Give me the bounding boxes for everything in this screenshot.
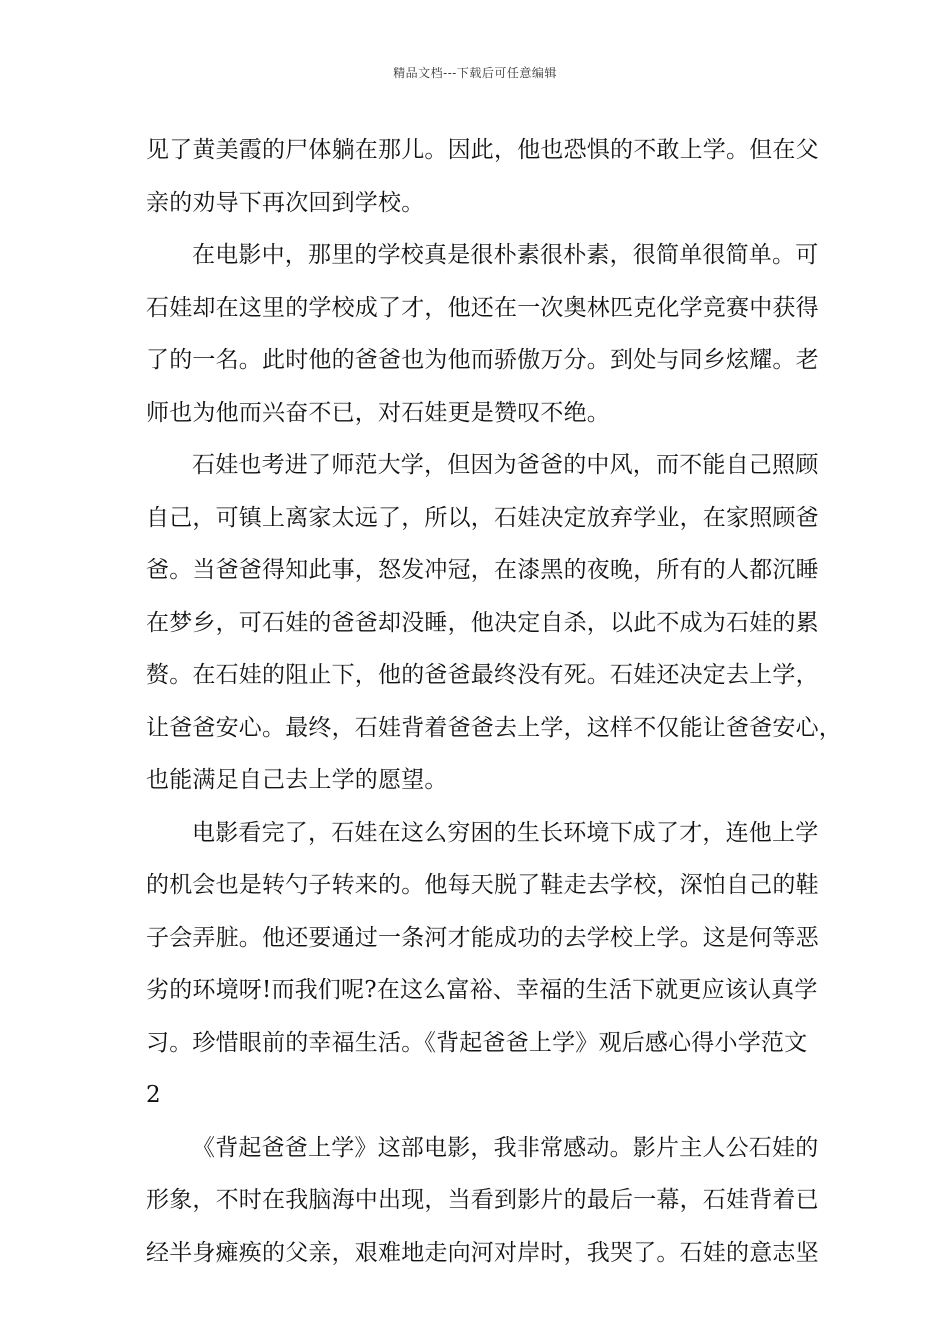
text-line: 师也为他而兴奋不已，对石娃更是赞叹不绝。 xyxy=(146,399,610,426)
document-body xyxy=(146,124,842,1279)
page-header: 精品文档---下载后可任意编辑 xyxy=(393,66,557,80)
paragraph-start-line: 电影看完了，石娃在这么穷困的生长环境下成了才，连他上学 xyxy=(192,819,819,846)
text-line: 自己，可镇上离家太远了，所以，石娃决定放弃学业，在家照顾爸 xyxy=(146,504,819,531)
text-line: 爸。当爸爸得知此事，怒发冲冠，在漆黑的夜晚，所有的人都沉睡 xyxy=(146,557,819,583)
text-line: 石娃却在这里的学校成了才，他还在一次奥林匹克化学竞赛中获得 xyxy=(146,294,819,321)
text-line: 经半身瘫痪的父亲，艰难地走向河对岸时，我哭了。石娃的意志坚 xyxy=(146,1239,819,1266)
paragraph-start-line: 《背起爸爸上学》这部电影，我非常感动。影片主人公石娃的 xyxy=(192,1134,819,1161)
text-line: 劣的环境呀!而我们呢?在这么富裕、幸福的生活下就更应该认真学 xyxy=(146,977,818,1003)
text-line: 形象，不时在我脑海中出现，当看到影片的最后一幕，石娃背着已 xyxy=(146,1187,819,1213)
text-line: 让爸爸安心。最终，石娃背着爸爸去上学，这样不仅能让爸爸安心， xyxy=(146,714,842,741)
text-line: 亲的劝导下再次回到学校。 xyxy=(146,189,425,216)
text-line: 也能满足自己去上学的愿望。 xyxy=(146,767,448,793)
text-line: 的机会也是转勺子转来的。他每天脱了鞋走去学校，深怕自己的鞋 xyxy=(146,872,819,898)
text-line: 在梦乡，可石娃的爸爸却没睡，他决定自杀，以此不成为石娃的累 xyxy=(146,609,819,636)
paragraph-start-line: 石娃也考进了师范大学，但因为爸爸的中风，而不能自己照顾 xyxy=(192,452,819,478)
text-line: 赘。在石娃的阻止下，他的爸爸最终没有死。石娃还决定去上学， xyxy=(146,662,819,688)
text-line: 子会弄脏。他还要通过一条河才能成功的去学校上学。这是何等恶 xyxy=(146,924,819,951)
text-line: 习。珍惜眼前的幸福生活。《背起爸爸上学》观后感心得小学范文 xyxy=(146,1029,808,1056)
text-line: 见了黄美霞的尸体躺在那儿。因此，他也恐惧的不敢上学。但在父 xyxy=(146,137,819,163)
text-line: 了的一名。此时他的爸爸也为他而骄傲万分。到处与同乡炫耀。老 xyxy=(146,347,819,373)
paragraph-start-line: 在电影中，那里的学校真是很朴素很朴素，很简单很简单。可 xyxy=(192,242,819,268)
text-line: 2 xyxy=(146,1082,161,1108)
